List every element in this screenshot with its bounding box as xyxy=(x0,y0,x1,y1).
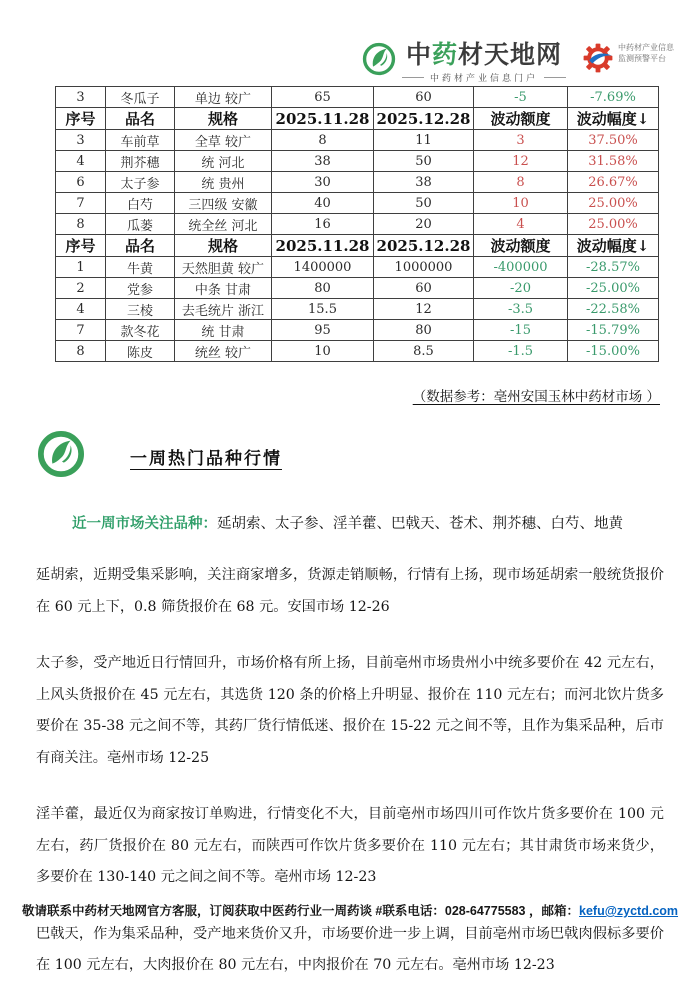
table-cell: 1400000 xyxy=(272,257,374,278)
table-header-cell: 2025.12.28 xyxy=(374,235,474,257)
table-cell: 12 xyxy=(374,299,474,320)
table-cell: 50 xyxy=(374,151,474,172)
table-cell: -3.5 xyxy=(474,299,568,320)
table-cell: -400000 xyxy=(474,257,568,278)
table-cell: 20 xyxy=(374,214,474,235)
table-cell: 80 xyxy=(374,320,474,341)
footer-email-link[interactable]: kefu@zyctd.com xyxy=(579,904,679,918)
table-header-cell: 序号 xyxy=(56,108,106,130)
hot-species-label: 近一周市场关注品种： xyxy=(72,515,217,532)
brand-name: 中药材天地网 xyxy=(405,41,563,69)
table-cell: -1.5 xyxy=(474,341,568,362)
table-header-row xyxy=(56,108,659,130)
table-cell: 中条 甘肃 xyxy=(175,278,272,299)
table-cell: 4 xyxy=(56,299,106,320)
table-cell: -28.57% xyxy=(568,257,659,278)
table-cell: 10 xyxy=(272,341,374,362)
brand-tagline: 中药材产业信息门户 xyxy=(402,71,566,84)
table-cell: -15 xyxy=(474,320,568,341)
table-cell: -20 xyxy=(474,278,568,299)
table-cell: 8 xyxy=(56,214,106,235)
market-paragraph-yinyanghuo: 淫羊藿，最近仅为商家按订单购进，行情变化不大，目前亳州市场四川可作饮片货多要价在 100 元左右，药厂货报价在 80 元左右，而陕西可作饮片货多要价在 110 元左右；其甘肃货市场来货少，多要价在 130-140 元之间之间不等。亳州市场 12-23 xyxy=(36,806,664,885)
table-cell: 3 xyxy=(56,130,106,151)
table-cell: 12 xyxy=(474,151,568,172)
table-cell: 10 xyxy=(474,193,568,214)
table-cell: 款冬花 xyxy=(106,320,175,341)
hot-species-line xyxy=(72,513,664,535)
table-row xyxy=(56,193,659,214)
table-cell: 31.58% xyxy=(568,151,659,172)
price-table xyxy=(55,86,659,362)
table-header-cell: 2025.11.28 xyxy=(272,108,374,130)
table-header-cell: 序号 xyxy=(56,235,106,257)
table-cell: 4 xyxy=(56,151,106,172)
table-header-cell: 2025.11.28 xyxy=(272,235,374,257)
table-cell: 15.5 xyxy=(272,299,374,320)
table-cell: 3 xyxy=(474,130,568,151)
table-row xyxy=(56,320,659,341)
table-cell: 8 xyxy=(474,172,568,193)
table-cell: 8 xyxy=(272,130,374,151)
market-paragraph-bajitian: 巴戟天，作为集采品种，受产地来货价又升，市场要价进一步上调，目前亳州市场巴戟肉假标多要价在 100 元左右，大肉报价在 80 元左右，中肉报价在 70 元左右。亳州市场 12-23 xyxy=(36,925,664,973)
table-cell: 16 xyxy=(272,214,374,235)
table-cell: 26.67% xyxy=(568,172,659,193)
header xyxy=(0,0,700,86)
table-cell: 60 xyxy=(374,87,474,108)
table-cell: -25.00% xyxy=(568,278,659,299)
gear-icon xyxy=(582,42,614,78)
table-cell: 全草 较广 xyxy=(175,130,272,151)
table-cell: 37.50% xyxy=(568,130,659,151)
section-heading xyxy=(38,431,700,481)
table-cell: 60 xyxy=(374,278,474,299)
table-header-cell: 规格 xyxy=(175,235,272,257)
table-cell: -15.00% xyxy=(568,341,659,362)
table-header-cell: 规格 xyxy=(175,108,272,130)
table-cell: 38 xyxy=(374,172,474,193)
table-cell: 7 xyxy=(56,193,106,214)
table-cell: 党参 xyxy=(106,278,175,299)
table-cell: 3 xyxy=(56,87,106,108)
table-header-cell: 品名 xyxy=(106,235,175,257)
site-logo-icon xyxy=(362,42,396,80)
table-cell: 太子参 xyxy=(106,172,175,193)
table-cell: 天然胆黄 较广 xyxy=(175,257,272,278)
market-paragraph-taizishen: 太子参，受产地近日行情回升，市场价格有所上扬，目前亳州市场贵州小中统多要价在 42 元左右，上风头货报价在 45 元左右，其选货 120 条的价格上升明显、报价在 110 元左右；而河北饮片货多要价在 35-38 元之间不等，其药厂货行情低迷、报价在 15-22 元之间不等，且作为集采品种，后市有商关注。亳州市场 12-25 xyxy=(36,655,664,766)
table-cell: 统全丝 河北 xyxy=(175,214,272,235)
footer-text: 敬请联系中药材天地网官方客服，订阅获取中医药行业一周药谈 #联系电话：028-64775583 ，邮箱： xyxy=(21,904,579,918)
table-cell: 40 xyxy=(272,193,374,214)
table-cell: 冬瓜子 xyxy=(106,87,175,108)
table-cell: 单边 较广 xyxy=(175,87,272,108)
table-cell: 95 xyxy=(272,320,374,341)
table-cell: 38 xyxy=(272,151,374,172)
table-header-cell: 波动额度 xyxy=(474,108,568,130)
table-cell: 瓜蒌 xyxy=(106,214,175,235)
table-cell: 6 xyxy=(56,172,106,193)
table-header-cell: 品名 xyxy=(106,108,175,130)
hot-species-items: 延胡索、太子参、淫羊藿、巴戟天、苍术、荆芥穗、白芍、地黄 xyxy=(217,516,623,532)
table-cell: 7 xyxy=(56,320,106,341)
table-cell: 11 xyxy=(374,130,474,151)
data-reference-note: （数据参考：亳州安国玉林中药材市场 ） xyxy=(412,389,660,405)
table-cell: 25.00% xyxy=(568,193,659,214)
market-paragraph-yanhusuo: 延胡索，近期受集采影响，关注商家增多，货源走销顺畅，行情有上扬，现市场延胡索一般统货报价在 60 元上下，0.8 筛货报价在 68 元。安国市场 12-26 xyxy=(36,567,664,615)
table-cell: 车前草 xyxy=(106,130,175,151)
price-table-body xyxy=(56,87,659,362)
section-title: 一周热门品种行情 xyxy=(130,448,282,469)
monitor-platform-logo xyxy=(582,42,688,78)
table-row xyxy=(56,151,659,172)
table-cell: 50 xyxy=(374,193,474,214)
table-cell: 25.00% xyxy=(568,214,659,235)
table-row xyxy=(56,257,659,278)
table-cell: -15.79% xyxy=(568,320,659,341)
table-cell: 三棱 xyxy=(106,299,175,320)
table-header-cell: 2025.12.28 xyxy=(374,108,474,130)
table-cell: -7.69% xyxy=(568,87,659,108)
table-cell: 8.5 xyxy=(374,341,474,362)
table-cell: 统 河北 xyxy=(175,151,272,172)
table-cell: 1000000 xyxy=(374,257,474,278)
table-cell: 去毛统片 浙江 xyxy=(175,299,272,320)
table-cell: 陈皮 xyxy=(106,341,175,362)
table-cell: -5 xyxy=(474,87,568,108)
table-cell: 统 甘肃 xyxy=(175,320,272,341)
table-cell: 1 xyxy=(56,257,106,278)
table-row xyxy=(56,341,659,362)
table-cell: 30 xyxy=(272,172,374,193)
table-cell: 三四级 安徽 xyxy=(175,193,272,214)
table-cell: 65 xyxy=(272,87,374,108)
table-row xyxy=(56,214,659,235)
table-header-row xyxy=(56,235,659,257)
monitor-platform-text: 中药材产业信息监测预警平台 xyxy=(618,43,674,63)
table-cell: 白芍 xyxy=(106,193,175,214)
site-logo-text xyxy=(402,42,566,84)
footer xyxy=(0,901,700,919)
table-cell: 统 贵州 xyxy=(175,172,272,193)
table-header-cell: 波动幅度↓ xyxy=(568,235,659,257)
table-row xyxy=(56,172,659,193)
table-cell: 荆芥穗 xyxy=(106,151,175,172)
table-cell: 牛黄 xyxy=(106,257,175,278)
table-cell: -22.58% xyxy=(568,299,659,320)
table-header-cell: 波动额度 xyxy=(474,235,568,257)
table-row xyxy=(56,278,659,299)
table-cell: 80 xyxy=(272,278,374,299)
table-cell: 8 xyxy=(56,341,106,362)
section-leaf-icon xyxy=(38,431,84,481)
table-row xyxy=(56,87,659,108)
site-logo xyxy=(362,42,566,84)
table-cell: 2 xyxy=(56,278,106,299)
table-row xyxy=(56,299,659,320)
table-row xyxy=(56,130,659,151)
table-header-cell: 波动幅度↓ xyxy=(568,108,659,130)
table-cell: 统丝 较广 xyxy=(175,341,272,362)
table-cell: 4 xyxy=(474,214,568,235)
